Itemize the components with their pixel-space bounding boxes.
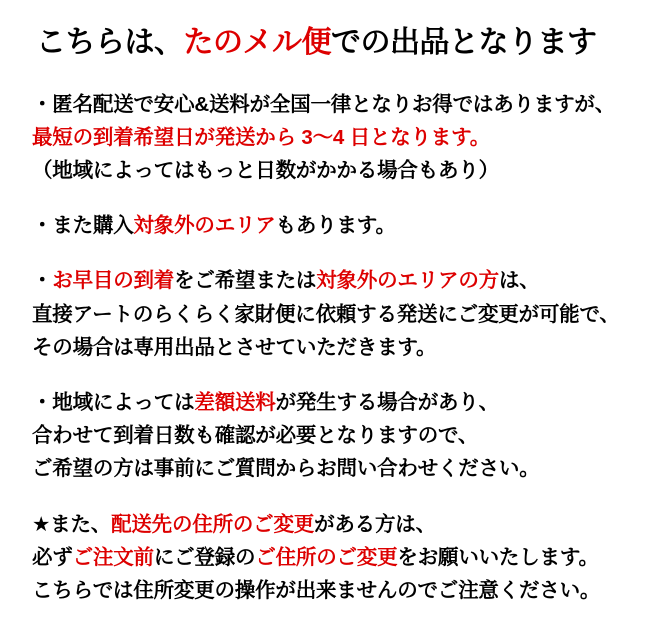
address-change-note-line-3 (32, 574, 628, 607)
address-change-note (32, 508, 628, 608)
early-arrival-note-line-3 (32, 331, 628, 364)
early-arrival-note-line-1-seg-3: をご希望または (174, 269, 317, 293)
excluded-area-note-line-1-seg-1: ・また購入 (32, 214, 134, 238)
extra-shipping-fee-note-line-1 (32, 386, 628, 419)
extra-shipping-fee-note-line-3-seg-1: ご希望の方は事前にご質問からお問い合わせください。 (32, 457, 540, 481)
extra-shipping-fee-note-line-1-seg-2: 差額送料 (194, 390, 276, 414)
early-arrival-note (32, 264, 628, 364)
page-title-part-3: での出品となります (331, 26, 597, 59)
address-change-note-line-2-seg-4: ご住所のご変更 (255, 545, 398, 569)
excluded-area-note-line-1-seg-2: 対象外のエリア (133, 214, 276, 238)
address-change-note-line-1-seg-3: がある方は、 (314, 512, 436, 536)
page-title-part-1: こちらは、 (36, 26, 184, 59)
address-change-note-line-3-seg-1: こちらでは住所変更の操作が出来ませんのでご注意ください。 (32, 578, 601, 602)
address-change-note-line-2-seg-3: にご登録の (153, 545, 256, 569)
page-title-highlight: たのメル便 (183, 26, 331, 59)
excluded-area-note (32, 209, 628, 242)
early-arrival-note-line-1-seg-5: は、 (498, 269, 540, 293)
extra-shipping-fee-note-line-1-seg-1: ・地域によっては (32, 390, 195, 414)
extra-shipping-fee-note (32, 386, 628, 486)
anonymous-shipping-note-line-1 (32, 88, 628, 121)
early-arrival-note-line-2 (32, 298, 628, 331)
early-arrival-note-line-1 (32, 264, 628, 297)
address-change-note-line-1 (32, 508, 628, 541)
address-change-note-line-1-seg-2: 配送先の住所のご変更 (111, 512, 315, 536)
page-title (36, 24, 628, 62)
excluded-area-note-line-1 (32, 209, 628, 242)
early-arrival-note-line-1-seg-2: お早目の到着 (52, 269, 175, 293)
early-arrival-note-line-1-seg-4: 対象外のエリアの方 (316, 269, 499, 293)
early-arrival-note-line-3-seg-1: その場合は専用出品とさせていただきます。 (32, 335, 437, 359)
anonymous-shipping-note-line-3 (32, 154, 628, 187)
anonymous-shipping-note (32, 88, 628, 188)
address-change-note-line-2-seg-1: 必ず (32, 545, 73, 569)
anonymous-shipping-note-line-3-seg-1: （地域によってはもっと日数がかかる場合もあり） (32, 158, 499, 182)
excluded-area-note-line-1-seg-3: もあります。 (275, 214, 396, 238)
address-change-note-line-2 (32, 541, 628, 574)
extra-shipping-fee-note-line-3 (32, 452, 628, 485)
address-change-note-line-2-seg-5: をお願いいたします。 (397, 545, 599, 569)
anonymous-shipping-note-line-1-seg-1: ・匿名配送で安心&送料が全国一律となりお得ではありますが、 (32, 92, 616, 116)
extra-shipping-fee-note-line-2 (32, 419, 628, 452)
notice-body (28, 88, 628, 608)
early-arrival-note-line-2-seg-1: 直接アートのらくらく家財便に依頼する発送にご変更が可能で、 (32, 302, 620, 326)
extra-shipping-fee-note-line-1-seg-3: が発生する場合があり、 (275, 390, 499, 414)
address-change-note-line-1-seg-1: ★また、 (32, 512, 112, 536)
address-change-note-line-2-seg-2: ご注文前 (72, 545, 154, 569)
early-arrival-note-line-1-seg-1: ・ (32, 269, 53, 293)
extra-shipping-fee-note-line-2-seg-1: 合わせて到着日数も確認が必要となりますので、 (32, 424, 479, 448)
anonymous-shipping-note-line-2 (32, 121, 628, 154)
anonymous-shipping-note-line-2-seg-1: 最短の到着希望日が発送から 3～4 日となります。 (32, 125, 491, 149)
